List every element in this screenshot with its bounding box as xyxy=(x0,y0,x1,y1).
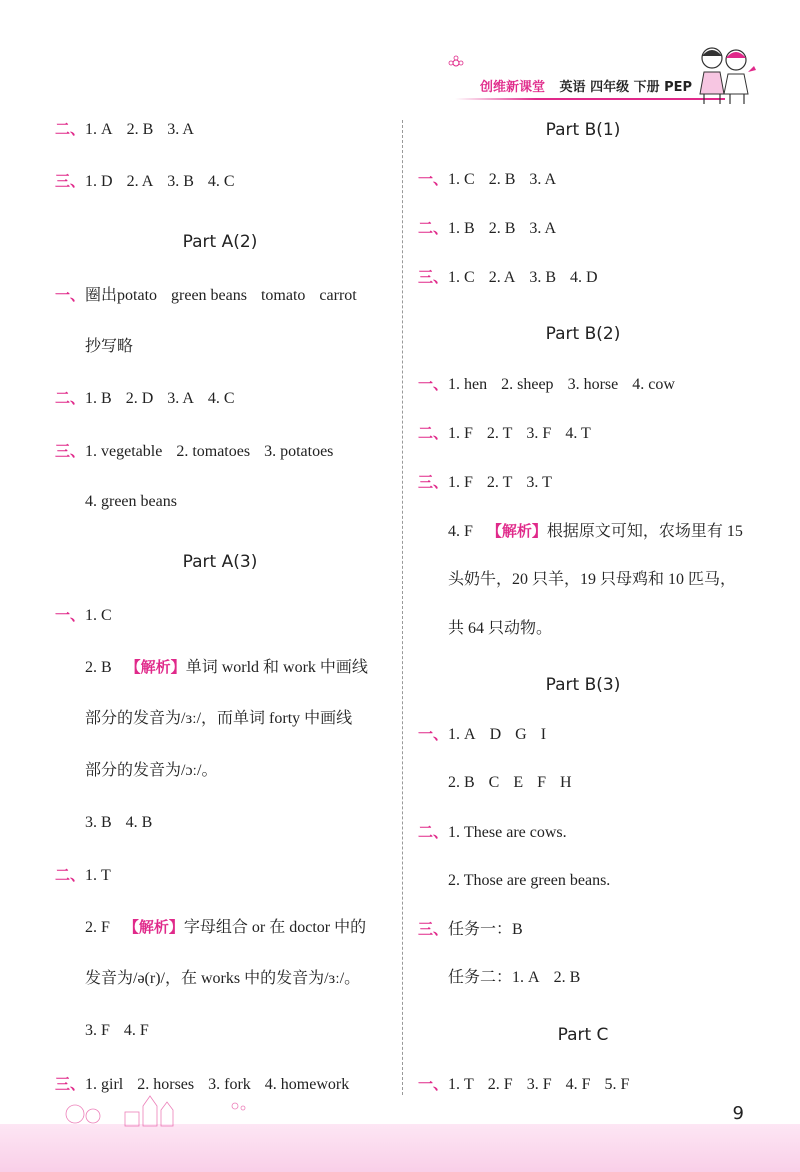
answer-item: 1. These are cows. xyxy=(448,824,567,841)
answer-item: 4. cow xyxy=(632,376,675,393)
flower-decoration-icon xyxy=(448,55,464,71)
answer-item: 1. F xyxy=(448,425,473,442)
answer-item: 3. T xyxy=(526,474,552,491)
analysis-text: 字母组合 or 在 doctor 中的 xyxy=(183,919,367,936)
answer-item: 2. B xyxy=(448,774,475,791)
answer-item: 1. hen xyxy=(448,376,488,393)
answer-item: 1. A xyxy=(448,726,476,743)
answer-item: 1. F xyxy=(448,474,473,491)
answer-item: 2. B xyxy=(85,659,112,676)
answer-item: 2. A xyxy=(488,269,516,286)
answer-item: 3. fork xyxy=(208,1076,251,1093)
castle-illustration-icon xyxy=(55,1092,275,1132)
analysis-text: 头奶牛，20 只羊，19 只母鸡和 10 匹马， xyxy=(448,571,737,588)
section-title: Part A(2) xyxy=(182,232,258,252)
answer-item: 任务二：1. A xyxy=(448,969,540,986)
analysis-text: 单词 world 和 work 中画线 xyxy=(185,659,368,676)
analysis-tag: 【解析】 xyxy=(486,522,547,540)
answer-line xyxy=(418,267,598,288)
header-underline xyxy=(455,98,725,100)
section-number: 三、 xyxy=(55,172,86,190)
section-title: Part B(1) xyxy=(545,120,621,140)
answer-item: F xyxy=(537,774,547,791)
section-number: 三、 xyxy=(418,473,449,491)
section-number: 三、 xyxy=(55,1075,86,1093)
answer-item: C xyxy=(488,774,500,791)
answer-item: H xyxy=(560,774,572,791)
analysis-text: 部分的发音为/ɜː/，而单词 forty 中画线 xyxy=(85,710,353,727)
answer-item: 1. girl xyxy=(85,1076,124,1093)
answer-line xyxy=(418,218,556,239)
answer-item: 2. sheep xyxy=(501,376,554,393)
answer-item: 3. F xyxy=(526,425,552,442)
answer-item: 2. A xyxy=(126,173,154,190)
answer-item: 1. T xyxy=(85,867,111,884)
answer-line xyxy=(85,917,366,938)
answer-line xyxy=(85,813,152,833)
answer-item: 4. C xyxy=(207,390,235,407)
answer-item: 1. T xyxy=(448,1076,474,1093)
answer-line xyxy=(55,285,357,306)
answer-line xyxy=(418,472,552,493)
answer-line xyxy=(418,1074,629,1095)
section-title: Part C xyxy=(557,1025,609,1045)
answer-line xyxy=(55,605,112,626)
analysis-text: 共 64 只动物。 xyxy=(448,620,553,637)
answer-line: 抄写略 xyxy=(85,338,134,355)
answer-line xyxy=(418,169,556,190)
section-number: 三、 xyxy=(55,442,86,460)
answer-item: 1. vegetable xyxy=(85,443,163,460)
answer-item: 1. D xyxy=(85,173,113,190)
answer-item: D xyxy=(489,726,502,743)
answer-item: 2. B xyxy=(126,121,154,138)
answer-item: 1. C xyxy=(448,269,475,286)
section-number: 二、 xyxy=(418,219,449,237)
answer-item: 2. tomatoes xyxy=(176,443,251,460)
answer-item: 4. homework xyxy=(264,1076,350,1093)
page-number: 9 xyxy=(732,1103,744,1124)
section-title: Part B(2) xyxy=(545,324,621,344)
answer-line xyxy=(448,773,572,793)
answer-line: 2. Those are green beans. xyxy=(448,872,611,889)
column-divider xyxy=(402,120,403,1095)
analysis-text: 根据原文可知，农场里有 15 xyxy=(546,523,743,540)
header-meta: 英语 四年级 下册 PEP xyxy=(559,80,693,95)
answer-line xyxy=(418,724,546,745)
answer-item: G xyxy=(515,726,527,743)
answer-item: 圈出potato xyxy=(85,287,158,304)
answer-item: 2. D xyxy=(125,390,154,407)
answer-item: 1. A xyxy=(85,121,113,138)
section-title: Part B(3) xyxy=(545,675,621,695)
answer-item: 1. C xyxy=(448,171,475,188)
answer-item: 3. A xyxy=(529,220,557,237)
answer-item: 3. A xyxy=(167,121,194,138)
analysis-tag: 【解析】 xyxy=(125,658,186,676)
answer-item: green beans xyxy=(171,287,247,304)
answer-item: 3. A xyxy=(167,390,194,407)
answer-item: E xyxy=(513,774,524,791)
answer-line xyxy=(448,968,580,988)
answer-item: 2. F xyxy=(85,919,110,936)
page-header xyxy=(480,76,710,98)
section-number: 二、 xyxy=(418,424,449,442)
analysis-text: 部分的发音为/ɔː/。 xyxy=(85,762,218,779)
answer-item: 3. A xyxy=(529,171,557,188)
answer-item: 5. F xyxy=(604,1076,630,1093)
section-number: 一、 xyxy=(418,375,449,393)
answer-line xyxy=(55,388,235,409)
section-number: 一、 xyxy=(55,606,86,624)
answer-item: 2. T xyxy=(486,474,513,491)
answer-line xyxy=(55,171,235,192)
answer-item: 3. potatoes xyxy=(264,443,334,460)
answer-item: 4. F xyxy=(565,1076,591,1093)
answer-line xyxy=(448,521,743,542)
answer-item: 3. B xyxy=(167,173,194,190)
section-title: Part A(3) xyxy=(182,552,258,572)
answer-item: 3. F xyxy=(526,1076,552,1093)
answer-item: 2. B xyxy=(553,969,581,986)
answer-line xyxy=(418,374,675,395)
answer-item: 4. T xyxy=(565,425,591,442)
section-number: 一、 xyxy=(418,1075,449,1093)
answer-item: 4. F xyxy=(123,1022,149,1039)
analysis-text: 发音为/ə(r)/，在 works 中的发音为/ɜː/。 xyxy=(85,970,361,987)
section-number: 二、 xyxy=(55,120,86,138)
answer-line xyxy=(418,919,523,940)
answer-item: tomato xyxy=(260,287,306,304)
answer-line xyxy=(55,441,333,462)
children-illustration-icon xyxy=(690,42,765,107)
answer-item: 4. C xyxy=(207,173,235,190)
answer-item: 2. B xyxy=(488,220,516,237)
answer-line xyxy=(418,822,567,843)
section-number: 三、 xyxy=(418,268,449,286)
answer-item: 4. F xyxy=(448,523,473,540)
answer-item: 2. T xyxy=(486,425,513,442)
answer-item: 2. B xyxy=(488,171,516,188)
header-brand: 创维新课堂 xyxy=(480,80,546,95)
section-number: 一、 xyxy=(418,170,449,188)
answer-item: 1. B xyxy=(85,390,112,407)
section-number: 一、 xyxy=(55,286,86,304)
answer-item: 2. F xyxy=(487,1076,513,1093)
answer-item: 3. B xyxy=(529,269,557,286)
answer-item: 3. B xyxy=(85,814,112,831)
answer-line xyxy=(418,423,591,444)
answer-item: I xyxy=(540,726,547,743)
answer-item: 1. B xyxy=(448,220,475,237)
section-number: 二、 xyxy=(55,866,86,884)
answer-line xyxy=(55,865,111,886)
answer-item: carrot xyxy=(319,287,357,304)
answer-item: 任务一：B xyxy=(448,921,523,938)
answer-line xyxy=(85,1021,149,1041)
section-number: 二、 xyxy=(418,823,449,841)
section-number: 三、 xyxy=(418,920,449,938)
answer-line xyxy=(85,657,368,678)
section-number: 二、 xyxy=(55,389,86,407)
answer-item: 4. B xyxy=(125,814,153,831)
answer-item: 3. F xyxy=(85,1022,110,1039)
answer-item: 2. horses xyxy=(137,1076,195,1093)
analysis-tag: 【解析】 xyxy=(123,918,184,936)
section-number: 一、 xyxy=(418,725,449,743)
answer-item: 4. D xyxy=(570,269,598,286)
answer-line xyxy=(55,119,194,140)
answer-item: 3. horse xyxy=(567,376,619,393)
answer-line: 4. green beans xyxy=(85,493,177,510)
answer-item: 1. C xyxy=(85,607,112,624)
